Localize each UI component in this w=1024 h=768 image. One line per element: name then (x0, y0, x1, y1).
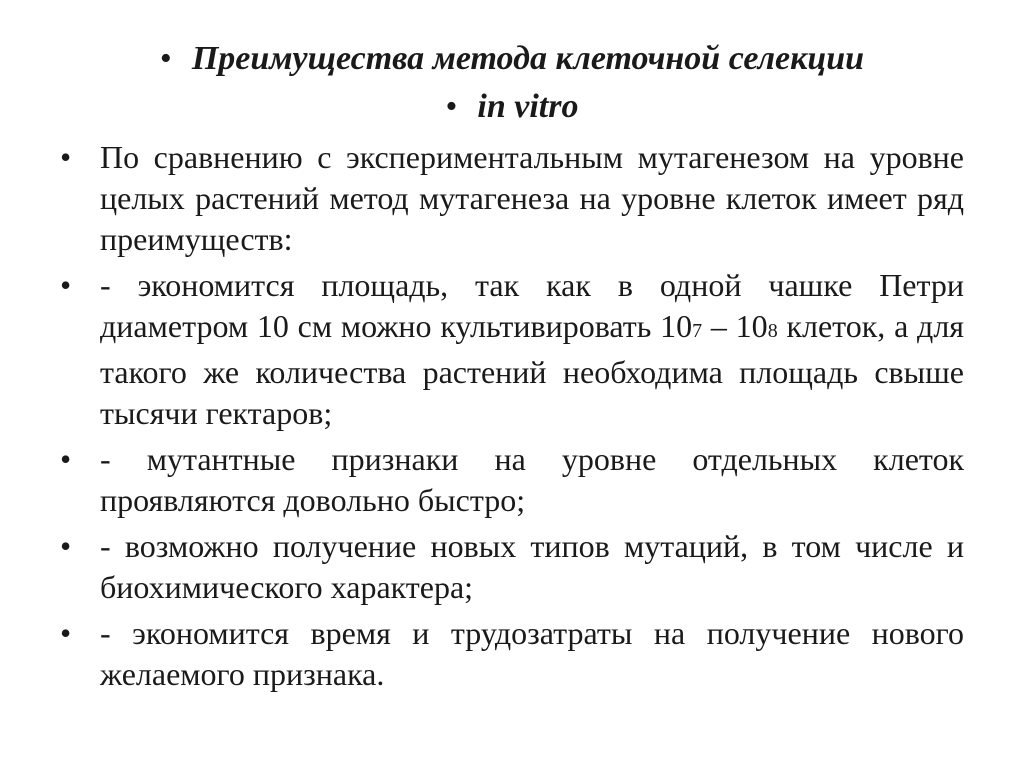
list-item-text-part: – 10 (702, 308, 768, 344)
list-item-text-part: клеток, а для такого же количества растений необходима площадь свыше тысячи гектаров; (100, 308, 965, 431)
exponent-8: 8 (767, 320, 778, 342)
list-item-text (100, 265, 964, 434)
list-item-text: По сравнению с экспериментальным мутагенезом на уровне целых растений метод мутагенеза на уровне клеток имеет ряд преимуществ: (100, 139, 964, 257)
bullet-icon: • (60, 528, 72, 564)
bullet-icon: • (60, 267, 72, 303)
slide-title-line-2 (0, 87, 1024, 127)
bullet-icon: • (159, 40, 172, 77)
exponent-7: 7 (692, 320, 703, 342)
bullet-icon: • (60, 139, 72, 175)
list-item (0, 265, 1024, 434)
list-item-text-part: - экономится площадь, так как в одной чашке Петри диаметром 10 см можно культивировать 10 (100, 267, 964, 344)
list-item (0, 613, 1024, 695)
bullet-icon: • (60, 615, 72, 651)
list-item (0, 137, 1024, 260)
bullet-list (0, 137, 1024, 700)
title-text-1: Преимущества метода клеточной селекции (191, 40, 865, 77)
list-item-text: - возможно получение новых типов мутаций, в том числе и биохимического характера; (100, 528, 964, 605)
list-item (0, 439, 1024, 521)
list-item-text: - мутантные признаки на уровне отдельных клеток проявляются довольно быстро; (100, 441, 964, 518)
bullet-icon: • (445, 88, 458, 125)
list-item-text: - экономится время и трудозатраты на получение нового желаемого признака. (100, 615, 964, 692)
bullet-icon: • (60, 441, 72, 477)
slide-title-line-1 (0, 39, 1024, 79)
list-item (0, 526, 1024, 608)
title-text-2: in vitro (477, 88, 579, 125)
